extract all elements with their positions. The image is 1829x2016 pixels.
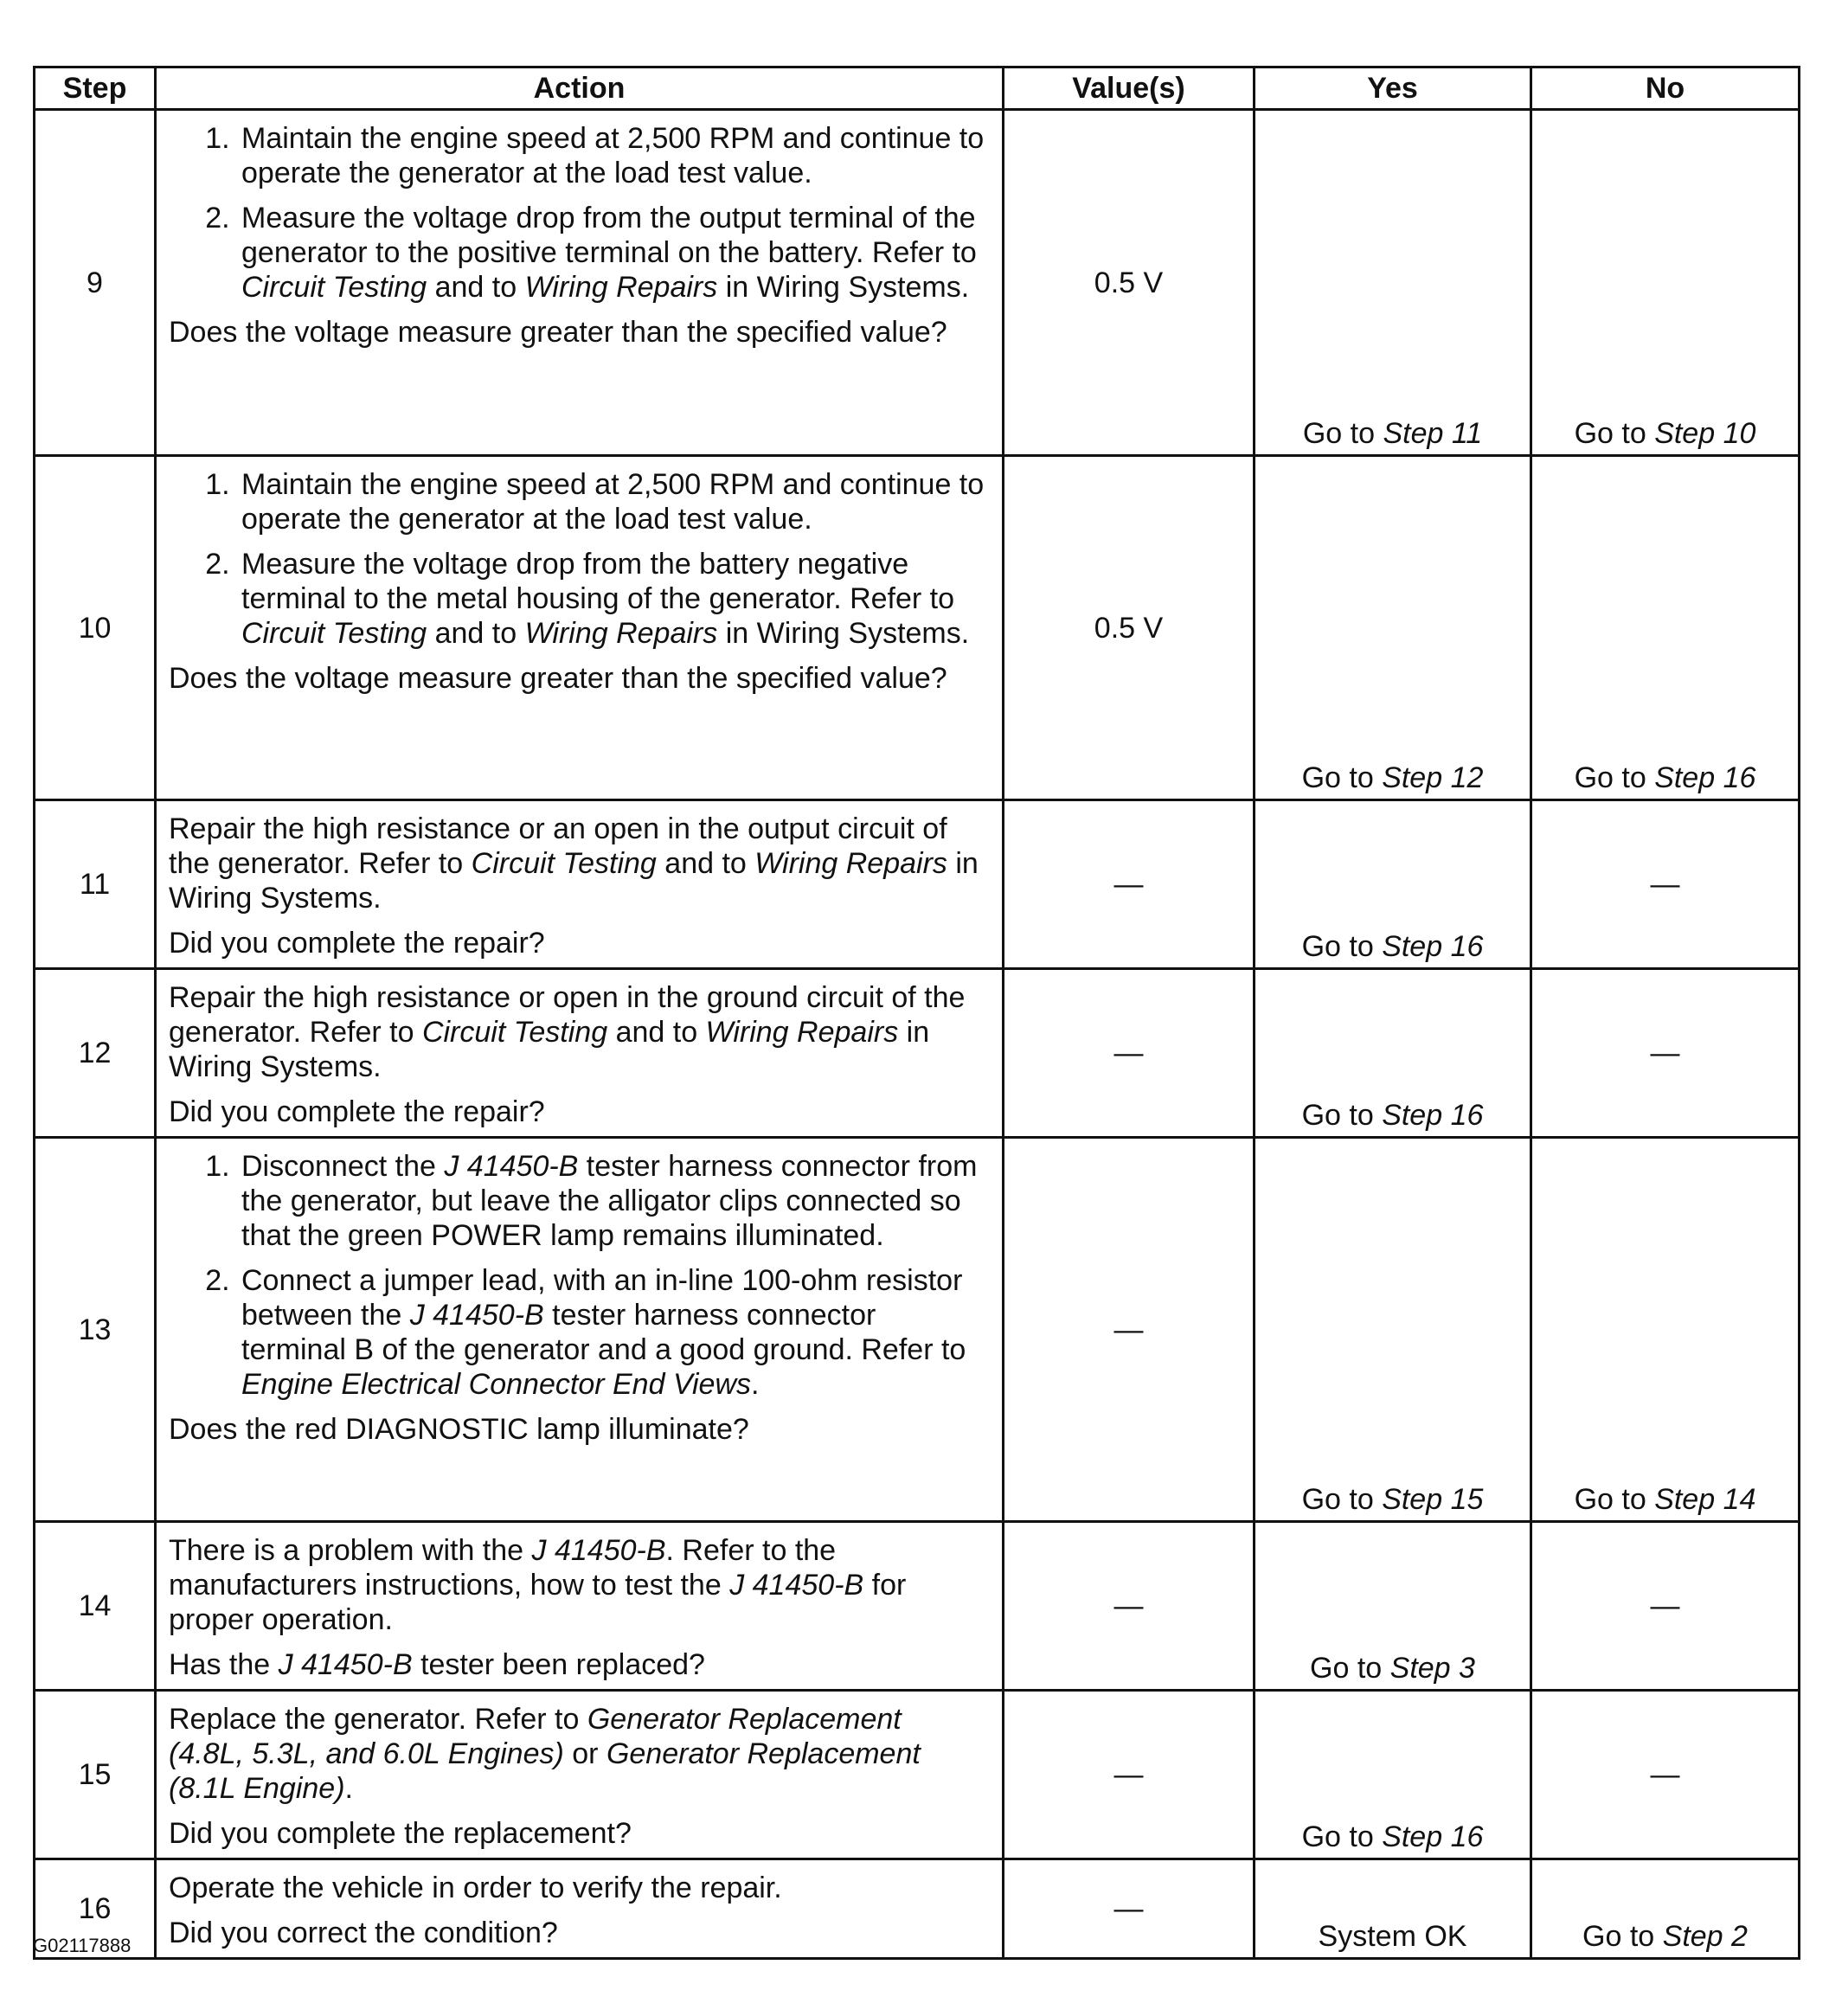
value-cell: — [1004, 1138, 1255, 1522]
no-cell: — [1531, 1691, 1800, 1859]
reference-link: J 41450-B [444, 1150, 579, 1183]
action-question: Did you complete the repair? [169, 927, 545, 960]
step-number: 9 [35, 110, 156, 456]
reference-link: J 41450-B [409, 1299, 544, 1332]
table-row-step-16 [35, 1859, 1800, 1959]
step-number: 11 [35, 800, 156, 969]
value-cell: 0.5 V [1004, 110, 1255, 456]
value-cell: — [1004, 1859, 1255, 1959]
header-yes: Yes [1255, 67, 1531, 110]
table-row-step-12 [35, 969, 1800, 1138]
reference-link: Wiring Repairs [754, 847, 947, 880]
header-values: Value(s) [1004, 67, 1255, 110]
action-question: Did you complete the repair? [169, 1095, 545, 1128]
goto-step-link: Step 16 [1654, 761, 1756, 794]
no-cell: — [1531, 800, 1800, 969]
header-row [35, 67, 1800, 110]
action-item: 1. Disconnect the J 41450-B tester harness connector from the generator, but leave the alligator clips connected so that the green POWER lamp remains illuminated. [238, 1149, 985, 1253]
action-steps [169, 467, 985, 651]
action-paragraph: There is a problem with the J 41450-B. Refer to the manufacturers instructions, how to test the J 41450-B for proper operation. [169, 1534, 907, 1636]
action-item: 2. Measure the voltage drop from the output terminal of the generator to the positive terminal on the battery. Refer to Circuit Testing and to Wiring Repairs in Wiring Systems. [238, 201, 985, 305]
goto-step-link: Step 3 [1389, 1652, 1475, 1685]
reference-link: Wiring Repairs [705, 1016, 899, 1049]
yes-cell: Go to Step 16 [1255, 1691, 1531, 1859]
reference-link: Generator Replacement (4.8L, 5.3L, and 6.0L Engines) [169, 1703, 902, 1770]
goto-step-link: Step 10 [1654, 417, 1756, 450]
figure-code: G02117888 [33, 1935, 132, 1956]
no-cell: — [1531, 1522, 1800, 1691]
step-number: 12 [35, 969, 156, 1138]
table-row-step-11 [35, 800, 1800, 969]
value-cell: — [1004, 1691, 1255, 1859]
reference-link: J 41450-B [729, 1569, 864, 1602]
value-cell: — [1004, 969, 1255, 1138]
value-cell: 0.5 V [1004, 456, 1255, 800]
action-cell [156, 1522, 1004, 1691]
action-item: 2. Connect a jumper lead, with an in-line 100-ohm resistor between the J 41450-B tester harness connector terminal B of the generator and a good ground. Refer to Engine Electrical Connector End Views. [238, 1263, 985, 1402]
goto-step-link: Step 16 [1382, 930, 1484, 963]
reference-link: Wiring Repairs [524, 617, 718, 650]
table-row-step-13 [35, 1138, 1800, 1522]
goto-step-link: Step 11 [1383, 417, 1483, 450]
step-number: 16 [35, 1859, 156, 1959]
reference-link: Engine Electrical Connector End Views [241, 1368, 752, 1401]
goto-step-link: Step 15 [1382, 1483, 1484, 1516]
yes-cell: Go to Step 3 [1255, 1522, 1531, 1691]
action-question: Does the voltage measure greater than the specified value? [169, 316, 947, 349]
action-item: 1. Maintain the engine speed at 2,500 RPM and continue to operate the generator at the load test value. [238, 467, 985, 536]
action-paragraph: Operate the vehicle in order to verify the repair. [169, 1872, 782, 1904]
action-cell [156, 1691, 1004, 1859]
action-paragraph: Replace the generator. Refer to Generator Replacement (4.8L, 5.3L, and 6.0L Engines) or Generator Replacement (8.1L Engine). [169, 1703, 921, 1805]
action-question: Does the red DIAGNOSTIC lamp illuminate? [169, 1413, 749, 1446]
step-number: 15 [35, 1691, 156, 1859]
value-cell: — [1004, 800, 1255, 969]
table-row-step-10 [35, 456, 1800, 800]
no-cell: Go to Step 14 [1531, 1138, 1800, 1522]
no-cell: Go to Step 10 [1531, 110, 1800, 456]
yes-cell: Go to Step 12 [1255, 456, 1531, 800]
action-question: Did you complete the replacement? [169, 1817, 632, 1850]
reference-link: Circuit Testing [241, 271, 427, 304]
action-item: 1. Maintain the engine speed at 2,500 RPM and continue to operate the generator at the load test value. [238, 121, 985, 190]
action-paragraph: Repair the high resistance or an open in the output circuit of the generator. Refer to Circuit Testing and to Wiring Repairs in Wiring Systems. [169, 812, 979, 915]
action-question: Did you correct the condition? [169, 1916, 558, 1949]
yes-cell: System OK [1255, 1859, 1531, 1959]
action-cell [156, 456, 1004, 800]
yes-cell: Go to Step 11 [1255, 110, 1531, 456]
step-number: 13 [35, 1138, 156, 1522]
action-cell [156, 1138, 1004, 1522]
step-number: 14 [35, 1522, 156, 1691]
yes-cell: Go to Step 15 [1255, 1138, 1531, 1522]
yes-cell: Go to Step 16 [1255, 800, 1531, 969]
action-item: 2. Measure the voltage drop from the battery negative terminal to the metal housing of the generator. Refer to Circuit Testing and to Wiring Repairs in Wiring Systems. [238, 547, 985, 651]
goto-step-link: Step 12 [1382, 761, 1484, 794]
reference-link: J 41450-B [531, 1534, 666, 1567]
table-row-step-14 [35, 1522, 1800, 1691]
no-cell: Go to Step 16 [1531, 456, 1800, 800]
value-cell: — [1004, 1522, 1255, 1691]
header-step: Step [35, 67, 156, 110]
action-cell [156, 969, 1004, 1138]
no-cell: Go to Step 2 [1531, 1859, 1800, 1959]
goto-step-link: Step 16 [1382, 1820, 1484, 1853]
action-steps [169, 121, 985, 305]
header-no: No [1531, 67, 1800, 110]
reference-link: Circuit Testing [241, 617, 427, 650]
action-paragraph: Repair the high resistance or open in the ground circuit of the generator. Refer to Circuit Testing and to Wiring Repairs in Wiring Systems. [169, 981, 966, 1083]
reference-link: Generator Replacement (8.1L Engine) [169, 1737, 921, 1805]
header-action: Action [156, 67, 1004, 110]
table-row-step-15 [35, 1691, 1800, 1859]
no-cell: — [1531, 969, 1800, 1138]
action-cell [156, 800, 1004, 969]
action-question: Has the J 41450-B tester been replaced? [169, 1648, 705, 1681]
diagnostic-table [33, 66, 1800, 1960]
reference-link: Circuit Testing [471, 847, 657, 880]
goto-step-link: Step 2 [1662, 1920, 1748, 1953]
action-cell [156, 1859, 1004, 1959]
yes-cell: Go to Step 16 [1255, 969, 1531, 1138]
action-question: Does the voltage measure greater than the specified value? [169, 662, 947, 695]
reference-link: J 41450-B [278, 1648, 413, 1681]
reference-link: Circuit Testing [421, 1016, 608, 1049]
goto-step-link: Step 14 [1654, 1483, 1756, 1516]
step-number: 10 [35, 456, 156, 800]
table-row-step-9 [35, 110, 1800, 456]
action-steps [169, 1149, 985, 1402]
goto-step-link: Step 16 [1382, 1099, 1484, 1132]
reference-link: Wiring Repairs [524, 271, 718, 304]
action-cell [156, 110, 1004, 456]
